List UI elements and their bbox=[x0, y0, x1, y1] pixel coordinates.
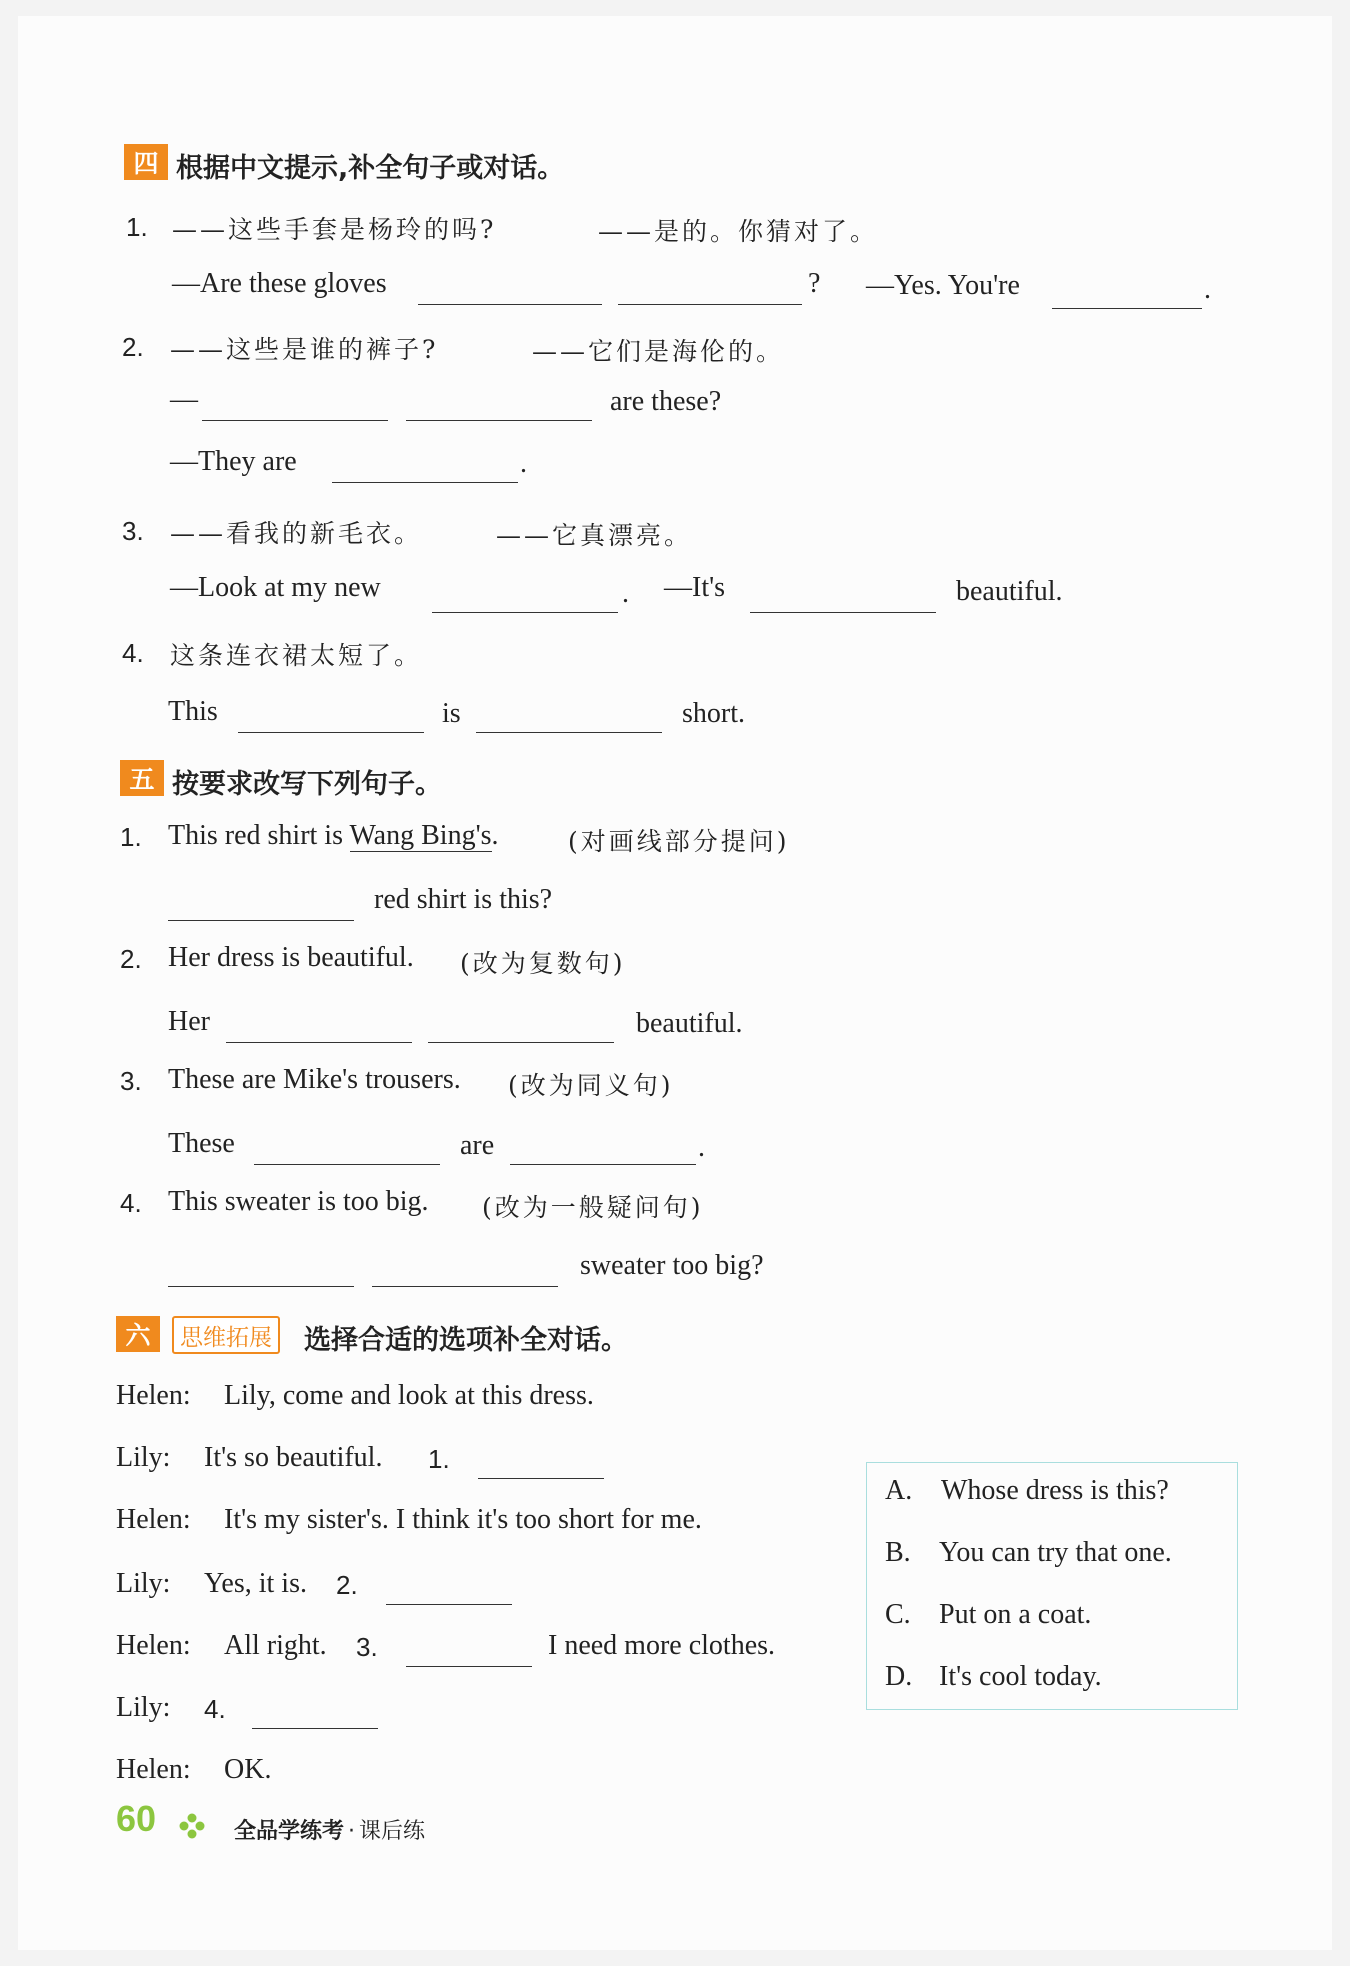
s4-q4-word-short: short. bbox=[682, 698, 745, 729]
dialog-line-5-text: All right. bbox=[224, 1630, 327, 1661]
s4-q4-chinese: 这条连衣裙太短了。 bbox=[170, 641, 423, 670]
s4-q2-english-b: —They are bbox=[170, 446, 297, 477]
s4-q1-english-b: —Yes. You're bbox=[866, 270, 1020, 301]
section6-badge: 六 bbox=[116, 1316, 160, 1352]
dialog-line-1-text: Lily, come and look at this dress. bbox=[224, 1380, 594, 1411]
options-box bbox=[866, 1462, 1238, 1710]
s4-q3-blank-2[interactable] bbox=[750, 612, 936, 613]
dialog-line-3-speaker: Helen: bbox=[116, 1504, 191, 1535]
dialog-line-7-speaker: Helen: bbox=[116, 1754, 191, 1785]
s5-q2-blank-1[interactable] bbox=[226, 1042, 412, 1043]
s5-q1-blank[interactable] bbox=[168, 920, 354, 921]
s4-q3-number: 3. bbox=[122, 516, 144, 546]
option-d-text: It's cool today. bbox=[939, 1661, 1102, 1692]
s5-q1-answer-tail: red shirt is this? bbox=[374, 884, 553, 915]
s5-q2-number: 2. bbox=[120, 944, 142, 974]
s4-q3-period: . bbox=[622, 578, 629, 609]
s5-q4-number: 4. bbox=[120, 1188, 142, 1218]
s4-q1-number: 1. bbox=[126, 212, 148, 242]
s5-q3-hint: (改为同义句) bbox=[508, 1071, 674, 1100]
s5-q1-hint: (对画线部分提问) bbox=[568, 827, 790, 856]
dialog-blank-4-number: 4. bbox=[204, 1694, 226, 1724]
option-b-text: You can try that one. bbox=[939, 1537, 1172, 1568]
s4-q3-tail: beautiful. bbox=[956, 576, 1063, 607]
option-a-letter: A. bbox=[885, 1475, 913, 1506]
dialog-line-4-speaker: Lily: bbox=[116, 1568, 171, 1599]
dialog-line-5-speaker: Helen: bbox=[116, 1630, 191, 1661]
s4-q2-blank-1[interactable] bbox=[202, 420, 388, 421]
option-c-text: Put on a coat. bbox=[939, 1599, 1092, 1630]
s4-q3-english-b: —It's bbox=[664, 572, 726, 603]
s4-q2-period: . bbox=[520, 448, 527, 479]
s4-q3-english-a: —Look at my new bbox=[170, 572, 381, 603]
s4-q1-blank-3[interactable] bbox=[1052, 308, 1202, 309]
s5-q4-tail: sweater too big? bbox=[580, 1250, 764, 1281]
s4-q1-chinese-b: ——是的。你猜对了。 bbox=[598, 217, 879, 246]
footer-book-title bbox=[234, 1814, 425, 1845]
s5-q1-number: 1. bbox=[120, 822, 142, 852]
dialog-line-5-after: I need more clothes. bbox=[548, 1630, 776, 1661]
s5-q2-hint: (改为复数句) bbox=[460, 949, 626, 978]
worksheet-page bbox=[18, 16, 1332, 1950]
s4-q3-chinese-b: ——它真漂亮。 bbox=[496, 521, 693, 550]
s4-q2-blank-2[interactable] bbox=[406, 420, 592, 421]
s4-q4-number: 4. bbox=[122, 638, 144, 668]
s4-q1-blank-2[interactable] bbox=[618, 304, 802, 305]
dialog-line-4-text: Yes, it is. bbox=[204, 1568, 307, 1599]
dialog-blank-2[interactable] bbox=[386, 1604, 512, 1605]
s4-q1-english-a: —Are these gloves bbox=[172, 268, 387, 299]
footer-book: 全品学练考 bbox=[234, 1819, 345, 1844]
footer-sub: 课后练 bbox=[359, 1819, 426, 1844]
s5-q3-sentence: These are Mike's trousers. bbox=[168, 1064, 461, 1095]
s5-q3-blank-2[interactable] bbox=[510, 1164, 696, 1165]
dialog-blank-1-number: 1. bbox=[428, 1444, 450, 1474]
s5-q3-blank-1[interactable] bbox=[254, 1164, 440, 1165]
s4-q2-blank-3[interactable] bbox=[332, 482, 518, 483]
s4-q4-word-this: This bbox=[168, 696, 218, 727]
section4-title: 根据中文提示,补全句子或对话。 bbox=[176, 153, 565, 184]
dialog-blank-4[interactable] bbox=[252, 1728, 378, 1729]
s5-q2-word-her: Her bbox=[168, 1006, 210, 1037]
section5-title: 按要求改写下列句子。 bbox=[172, 769, 442, 800]
option-a-text: Whose dress is this? bbox=[941, 1475, 1169, 1506]
option-c-letter: C. bbox=[885, 1599, 911, 1630]
s5-q4-sentence: This sweater is too big. bbox=[168, 1186, 429, 1217]
dialog-line-1-speaker: Helen: bbox=[116, 1380, 191, 1411]
s5-q2-blank-2[interactable] bbox=[428, 1042, 614, 1043]
s4-q3-chinese-a: ——看我的新毛衣。 bbox=[170, 519, 423, 548]
s5-q3-word-these: These bbox=[168, 1128, 235, 1159]
s4-q1-period: . bbox=[1204, 274, 1211, 305]
dialog-blank-2-number: 2. bbox=[336, 1570, 358, 1600]
s5-q1-underlined: Wang Bing's bbox=[349, 820, 492, 851]
s4-q1-question-mark: ? bbox=[808, 268, 821, 299]
section6-title: 选择合适的选项补全对话。 bbox=[304, 1325, 628, 1356]
dialog-line-7-text: OK. bbox=[224, 1754, 272, 1785]
s5-q1-sentence bbox=[168, 820, 499, 852]
footer-dot: · bbox=[348, 1819, 356, 1844]
page-number: 60 bbox=[116, 1798, 157, 1839]
s4-q4-blank-2[interactable] bbox=[476, 732, 662, 733]
s4-q3-blank-1[interactable] bbox=[432, 612, 618, 613]
s5-q4-blank-2[interactable] bbox=[372, 1286, 558, 1287]
s5-q3-number: 3. bbox=[120, 1066, 142, 1096]
s4-q2-number: 2. bbox=[122, 332, 144, 362]
s5-q4-hint: (改为一般疑问句) bbox=[482, 1193, 704, 1222]
s4-q2-dash: — bbox=[170, 384, 198, 415]
s5-q3-period: . bbox=[698, 1132, 705, 1163]
dialog-blank-3-number: 3. bbox=[356, 1632, 378, 1662]
dialog-line-6-speaker: Lily: bbox=[116, 1692, 171, 1723]
dialog-blank-3[interactable] bbox=[406, 1666, 532, 1667]
section6-tag: 思维拓展 bbox=[172, 1316, 280, 1354]
s4-q4-word-is: is bbox=[442, 698, 461, 729]
option-b-letter: B. bbox=[885, 1537, 911, 1568]
section5-badge: 五 bbox=[120, 760, 164, 796]
s4-q2-english-a-tail: are these? bbox=[610, 386, 722, 417]
s4-q1-blank-1[interactable] bbox=[418, 304, 602, 305]
clover-icon bbox=[178, 1812, 206, 1840]
dialog-line-2-text: It's so beautiful. bbox=[204, 1442, 383, 1473]
s4-q2-chinese-b: ——它们是海伦的。 bbox=[532, 337, 785, 366]
s5-q3-word-are: are bbox=[460, 1130, 495, 1161]
s5-q1-sentence-a: This red shirt is bbox=[168, 820, 343, 851]
s4-q4-blank-1[interactable] bbox=[238, 732, 424, 733]
s4-q1-chinese-a: ——这些手套是杨玲的吗? bbox=[172, 215, 497, 244]
section4-badge: 四 bbox=[124, 144, 168, 180]
dialog-blank-1[interactable] bbox=[478, 1478, 604, 1479]
s5-q2-sentence: Her dress is beautiful. bbox=[168, 942, 414, 973]
dialog-line-3-text: It's my sister's. I think it's too short for me. bbox=[224, 1504, 702, 1535]
s5-q2-tail: beautiful. bbox=[636, 1008, 743, 1039]
s4-q2-chinese-a: ——这些是谁的裤子? bbox=[170, 335, 439, 364]
s5-q4-blank-1[interactable] bbox=[168, 1286, 354, 1287]
s5-q1-sentence-b: . bbox=[491, 820, 499, 851]
dialog-line-2-speaker: Lily: bbox=[116, 1442, 171, 1473]
option-d-letter: D. bbox=[885, 1661, 913, 1692]
